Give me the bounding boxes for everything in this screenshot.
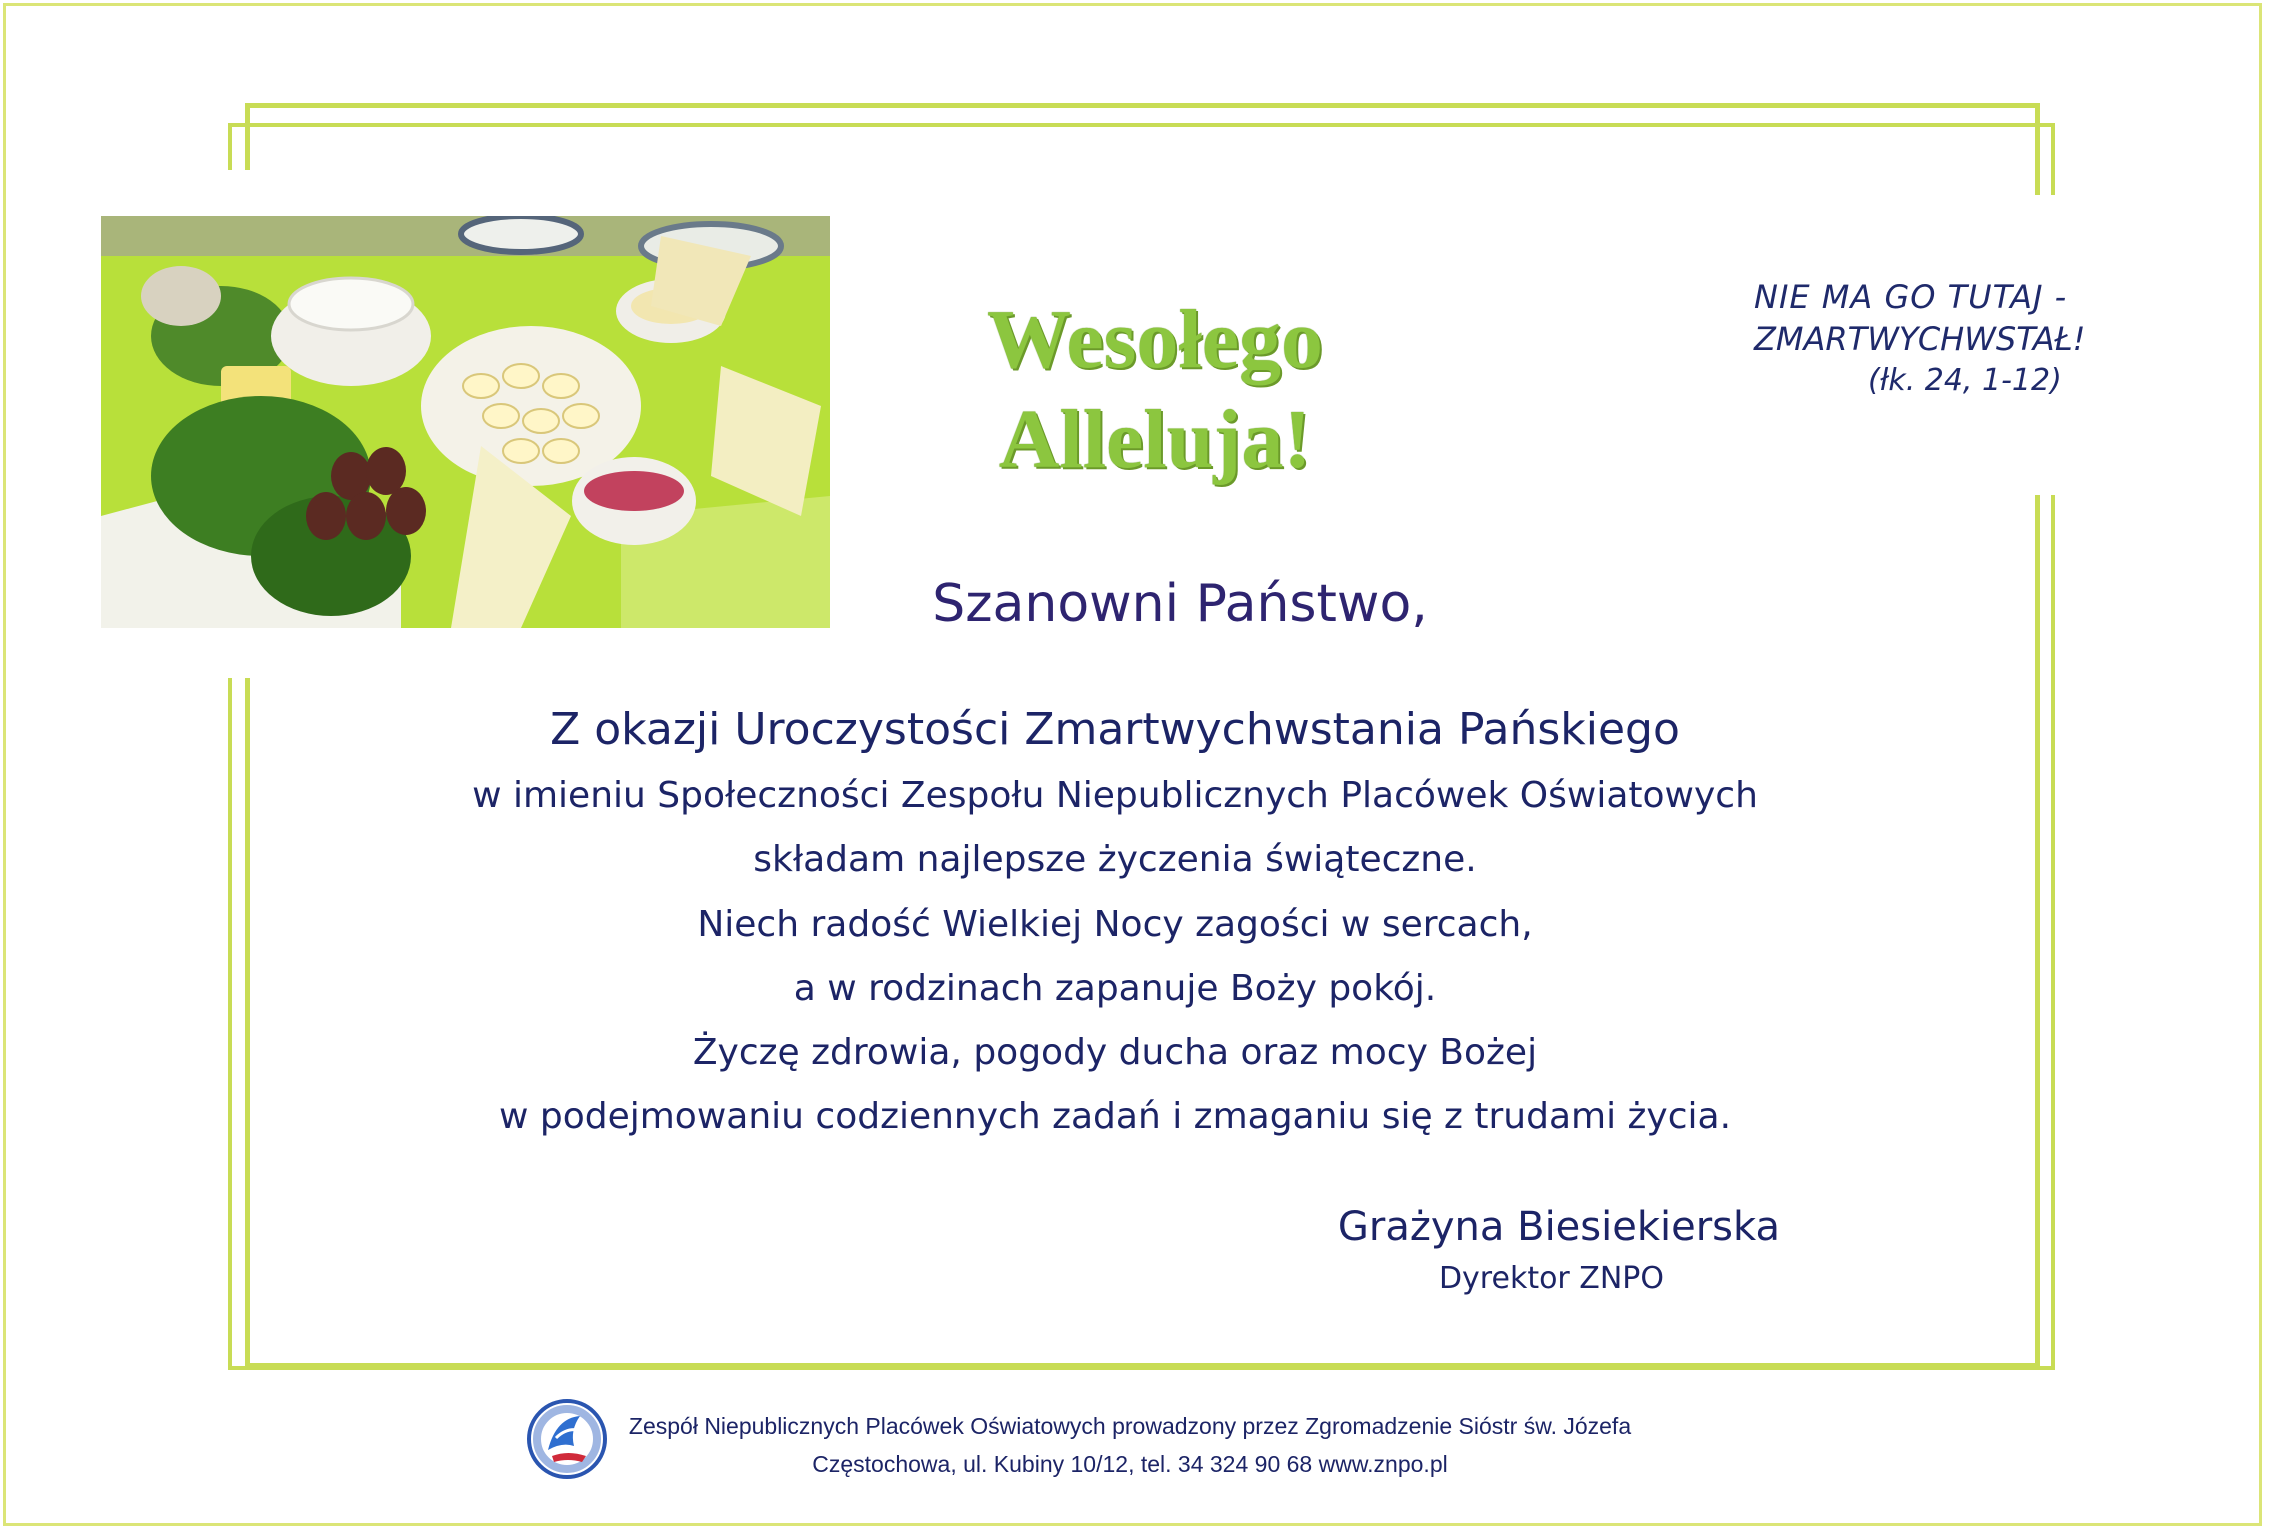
footer-organization: Zespół Niepublicznych Placówek Oświatowych prowadzony przez Zgromadzenie Sióstr św. Józefa (628, 1413, 1632, 1439)
signature-name: Grażyna Biesiekierska (1337, 1204, 1780, 1250)
greeting-line: a w rodzinach zapanuje Boży pokój. (793, 967, 1437, 1009)
greeting-lead-line: Z okazji Uroczystości Zmartwychwstania Pańskiego (550, 704, 1680, 755)
signature-role: Dyrektor ZNPO (1438, 1261, 1664, 1296)
greeting-line: Niech radość Wielkiej Nocy zagości w sercach, (697, 903, 1533, 945)
scripture-line-1: NIE MA GO TUTAJ - (1754, 278, 2068, 316)
greeting-title (900, 290, 1410, 490)
footer-contact: Częstochowa, ul. Kubiny 10/12, tel. 34 324 90 68 www.znpo.pl (812, 1451, 1448, 1477)
greeting-line: Życzę zdrowia, pogody ducha oraz mocy Bożej (692, 1032, 1538, 1074)
greeting-line: w imieniu Społeczności Zespołu Niepublicznych Placówek Oświatowych (472, 775, 1758, 816)
easter-table-photo (101, 216, 830, 628)
greeting-line: składam najlepsze życzenia świąteczne. (753, 839, 1477, 881)
greeting-line: w podejmowaniu codziennych zadań i zmaganiu się z trudami życia. (498, 1096, 1732, 1138)
footer (600, 1408, 1660, 1482)
salutation: Szanowni Państwo, (932, 574, 1428, 634)
signature-block (1300, 1200, 1780, 1304)
scripture-line-2: ZMARTWYCHWSTAŁ! (1754, 320, 2086, 358)
greeting-title-line-2: Alleluja! (998, 393, 1312, 486)
znpo-logo-icon (526, 1398, 608, 1480)
scripture-quote (1740, 276, 2140, 402)
greeting-title-line-1: Wesołego (987, 293, 1323, 386)
scripture-reference: (łk. 24, 1-12) (1868, 363, 2062, 398)
greeting-body (400, 698, 1830, 1150)
